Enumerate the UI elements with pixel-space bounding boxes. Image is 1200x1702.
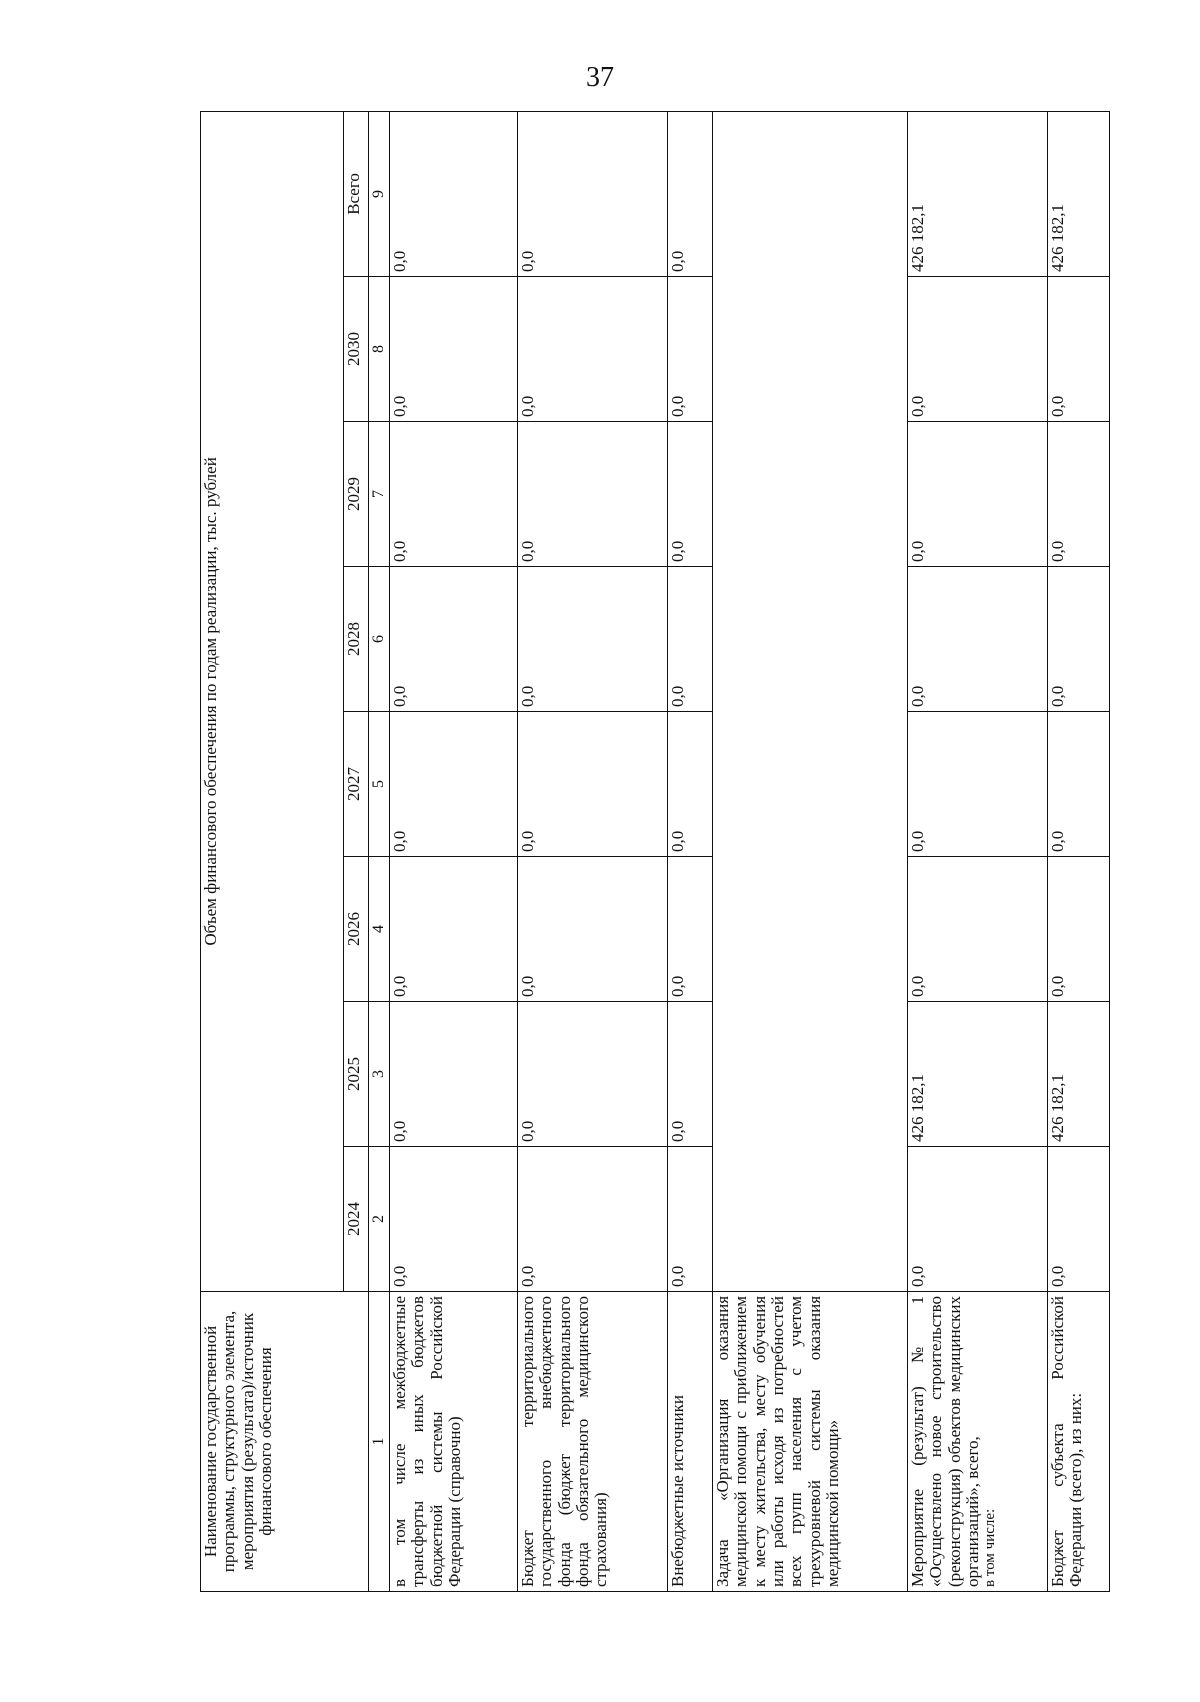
table-row [1048,111,1110,1591]
year-header-2028: 2028 [344,566,369,711]
header-row-volume [201,111,344,1591]
table-row [668,111,713,1591]
year-header-2029: 2029 [344,421,369,566]
col-number-3: 3 [369,1001,390,1146]
task-empty-cell [713,111,908,1291]
table-row [518,111,668,1591]
row-value: 0,0 [908,711,1048,856]
col-number-9: 9 [369,111,390,276]
volume-header: Объем финансового обеспечения по годам реализации, тыс. рублей [201,111,344,1291]
row-value: 0,0 [518,421,668,566]
row-value: 0,0 [518,1001,668,1146]
row-value: 0,0 [390,111,518,276]
table-row [908,111,1048,1591]
row-value: 0,0 [390,711,518,856]
col-number-6: 6 [369,566,390,711]
row-value: 0,0 [668,856,713,1001]
rotated-table-container [200,112,1100,1592]
col-number-8: 8 [369,276,390,421]
row-value: 0,0 [390,1001,518,1146]
row-value: 0,0 [1048,566,1110,711]
row-label: в том числе межбюджетные трансферты из иных бюджетов бюджетной системы Российской Федерации (справочно) [390,1291,518,1591]
row-value: 0,0 [908,856,1048,1001]
row-value: 0,0 [1048,421,1110,566]
row-value: 0,0 [668,711,713,856]
rotated-table-area [200,112,1100,1592]
row-value: 0,0 [518,566,668,711]
row-value: 426 182,1 [908,111,1048,276]
year-header-2025: 2025 [344,1001,369,1146]
year-header-2030: 2030 [344,276,369,421]
row-value: 0,0 [908,1146,1048,1291]
row-value: 0,0 [668,276,713,421]
row-value: 0,0 [908,566,1048,711]
row-value: 0,0 [668,1001,713,1146]
row-value: 0,0 [908,421,1048,566]
row-label: Бюджет субъекта Российской Федерации (всего), из них: [1048,1291,1110,1591]
row-value: 0,0 [668,421,713,566]
col-number-4: 4 [369,856,390,1001]
row-value: 426 182,1 [908,1001,1048,1146]
row-label: Внебюджетные источники [668,1291,713,1591]
col-number-1: 1 [369,1291,390,1591]
row-value: 0,0 [390,276,518,421]
header-row-column-numbers [369,111,390,1591]
row-value: 0,0 [518,711,668,856]
financing-table [200,111,1110,1592]
row-sublabel: в том числе: [982,1508,999,1587]
row-value: 0,0 [668,111,713,276]
row-value: 0,0 [668,566,713,711]
col-number-7: 7 [369,421,390,566]
year-header-2027: 2027 [344,711,369,856]
year-header-2024: 2024 [344,1146,369,1291]
row-value: 0,0 [1048,1146,1110,1291]
row-value: 0,0 [518,111,668,276]
row-value: 0,0 [908,276,1048,421]
row-value: 0,0 [518,1146,668,1291]
row-value: 0,0 [518,276,668,421]
row-value: 426 182,1 [1048,111,1110,276]
page-number: 37 [586,62,614,93]
row-value: 0,0 [518,856,668,1001]
year-header-total: Всего [344,111,369,276]
year-header-2026: 2026 [344,856,369,1001]
row-label: Мероприятие (результат) № 1 «Осуществлено новое строительство (реконструкция) объектов медицинских организаций», всего, [908,1295,983,1587]
row-label: Бюджет территориального государственного внебюджетного фонда (бюджет территориального фонда обязательного медицинского страхования) [518,1291,668,1591]
table-row-task [713,111,908,1591]
col-number-5: 5 [369,711,390,856]
row-value: 0,0 [668,1146,713,1291]
name-column-header: Наименование государственной программы, структурного элемента, мероприятия (результата)/источник финансового обеспечения [201,1291,369,1591]
col-number-2: 2 [369,1146,390,1291]
row-value: 0,0 [390,421,518,566]
row-value: 0,0 [1048,276,1110,421]
row-value: 0,0 [390,1146,518,1291]
row-label-cell [908,1291,1048,1591]
row-value: 0,0 [1048,711,1110,856]
table-row [390,111,518,1591]
row-value: 0,0 [390,856,518,1001]
row-value: 0,0 [390,566,518,711]
row-value: 0,0 [1048,856,1110,1001]
task-label: Задача «Организация оказания медицинской помощи с приближением к месту жительства, месту обучения или работы исходя из потребностей всех групп населения с учетом трехуровневой системы оказания медицинской помощи» [713,1291,908,1591]
row-value: 426 182,1 [1048,1001,1110,1146]
